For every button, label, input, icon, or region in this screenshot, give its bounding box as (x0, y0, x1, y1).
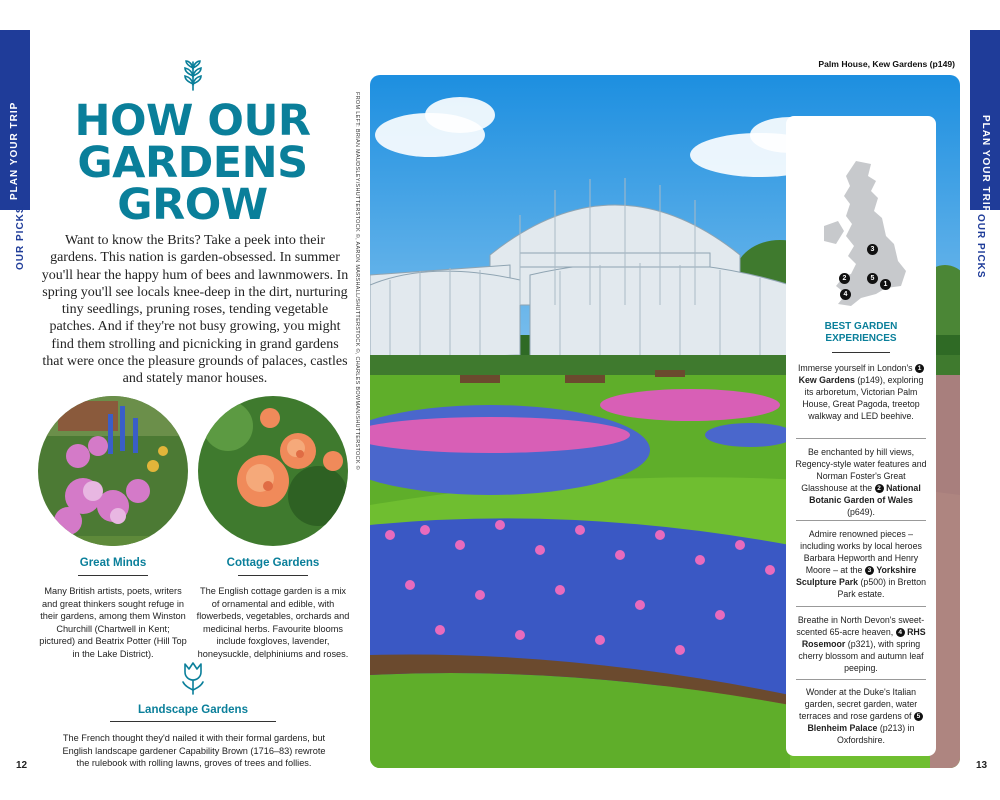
great-minds-body: Many British artists, poets, writers and great thinkers sought refuge in their gardens, among them Winston Churchill (Chartwell in Kent; pictured) and Beatrix Potter (Hill Top in the Lake District). (39, 586, 187, 659)
entry-place-name: Kew Gardens (798, 375, 855, 386)
panel-title-line-2: EXPERIENCES (825, 333, 897, 344)
uk-map-icon (816, 156, 912, 312)
cottage-gardens-photo (198, 396, 348, 546)
entry-place-name: Yorkshire Sculpture Park (795, 565, 917, 588)
entry-number-badge: 5 (914, 712, 923, 721)
entry-divider (796, 606, 926, 607)
cottage-gardens-body: The English cottage garden is a mix of ornamental and edible, with flowerbeds, vegetables, orchards and medicinal herbs. Favourite blooms include foxgloves, lavender, honeysuckle, delphiniums and roses. (196, 586, 350, 659)
entry-number-badge: 4 (896, 628, 905, 637)
panel-title-rule (832, 352, 890, 353)
title-line-3: GROW (117, 180, 268, 230)
cottage-gardens-heading: Cottage Gardens (226, 557, 320, 569)
entry-place-name: National Botanic Garden of Wales (809, 483, 921, 506)
entry-blenheim-palace: Wonder at the Duke's Italian garden, secret garden, water terraces and rose gardens of 5 Blenheim Palace (p213) in Oxfordshire. (794, 686, 928, 746)
entry-number-badge: 1 (915, 364, 924, 373)
landscape-gardens-rule (110, 721, 276, 722)
title-line-1: HOW OUR (74, 96, 311, 146)
title-line-2: GARDENS (77, 138, 308, 188)
tulip-icon (180, 660, 206, 696)
entry-kew-gardens: Immerse yourself in London's 1 Kew Gardens (p149), exploring its arboretum, Victorian Palm House, Great Pagoda, treetop walkway and LED beehive. (797, 363, 924, 422)
panel-title (786, 321, 936, 345)
entry-place-name: RHS Rosemoor (801, 627, 926, 650)
map-marker-4: 4 (840, 289, 851, 300)
intro-paragraph: Want to know the Brits? Take a peek into their gardens. This nation is garden-obsessed. In summer you'll hear the happy hum of bees and lawnmowers. In spring you'll see locals knee-deep in the dirt, nurturing tiny seedlings, pruning roses, tending vegetable patches. And if they're not busy growing, you might find them strolling and picnicking in grand gardens that were once the pleasure grounds of palaces, castles and stately manor houses. (41, 233, 349, 387)
entry-divider (796, 520, 926, 521)
map-marker-5: 5 (867, 273, 878, 284)
photo-credit: FROM LEFT: BRIAN MAUDSLEY/SHUTTERSTOCK ©, AARON MARSHALL/SHUTTERSTOCK ©, CHARLES BOWMAN/SHUTTERSTOCK © (354, 92, 360, 471)
great-minds-rule (78, 575, 148, 576)
entry-national-botanic-garden: Be enchanted by hill views, Regency-style water features and Norman Foster's Great Glasshouse at the 2 National Botanic Garden of Wales (p649). (795, 447, 927, 518)
uk-map (816, 156, 912, 312)
entry-yorkshire-sculpture-park: Admire renowned pieces – including works by local heroes Barbara Hepworth and Henry Moore – at the 3 Yorkshire Sculpture Park (p500) in Bretton Park estate. (795, 529, 927, 600)
entry-divider (796, 438, 926, 439)
left-side-tab (0, 30, 30, 210)
right-side-tab (970, 30, 1000, 214)
page-number-right: 13 (976, 760, 988, 771)
photo-caption: Palm House, Kew Gardens (p149) (818, 59, 955, 69)
entry-place-name: Blenheim Palace (807, 723, 878, 734)
map-marker-2: 2 (839, 273, 850, 284)
page-number-left: 12 (16, 760, 28, 771)
landscape-gardens-heading: Landscape Gardens (138, 704, 248, 716)
great-minds-heading: Great Minds (79, 557, 147, 569)
great-minds-photo (38, 396, 188, 546)
cottage-gardens-rule (238, 575, 308, 576)
sprout-icon (180, 58, 206, 92)
map-marker-3: 3 (867, 244, 878, 255)
landscape-gardens-body: The French thought they'd nailed it with their formal gardens, but English landscape gardener Capability Brown (1716–83) rewrote the rulebook with rolling lawns, groves of trees and follies. (62, 733, 326, 769)
left-our-picks-label: OUR PICKS (15, 205, 26, 270)
best-garden-panel (786, 116, 936, 756)
entry-divider (796, 679, 926, 680)
map-marker-1: 1 (880, 279, 891, 290)
panel-title-line-1: BEST GARDEN (824, 321, 898, 332)
entry-number-badge: 3 (865, 566, 874, 575)
right-tab-label: PLAN YOUR TRIP (980, 115, 991, 214)
left-tab-label: PLAN YOUR TRIP (9, 101, 20, 200)
entry-number-badge: 2 (875, 484, 884, 493)
page-title (60, 96, 325, 230)
entry-rhs-rosemoor: Breathe in North Devon's sweet-scented 65-acre heaven, 4 RHS Rosemoor (p321), with spring cherry blossom and autumn leaf peeping. (796, 615, 926, 674)
right-our-picks-label: OUR PICKS (975, 214, 986, 279)
